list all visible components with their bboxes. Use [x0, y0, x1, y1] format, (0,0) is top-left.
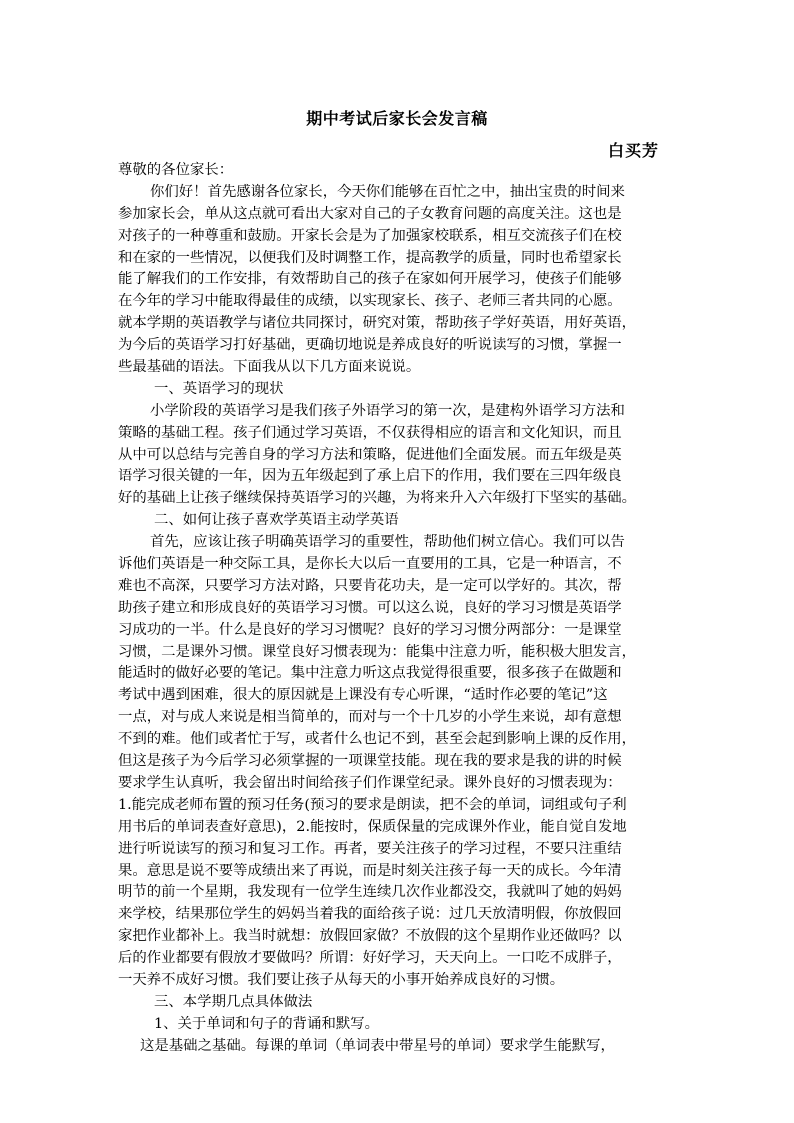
text-line: 二、如何让孩子喜欢学英语主动学英语 — [154, 512, 399, 529]
text-line: 好的基础上让孩子继续保持英语学习的兴趣，为将来升入六年级打下坚实的基础。 — [118, 490, 637, 507]
text-line: 习成功的一半。什么是良好的学习习惯呢？良好的学习习惯分两部分：一是课堂 — [118, 621, 622, 638]
text-line: 尊敬的各位家长： — [118, 162, 234, 178]
text-line: 你们好！首先感谢各位家长，今天你们能够在百忙之中，抽出宝贵的时间来 — [150, 183, 625, 200]
text-line: 诉他们英语是一种交际工具，是你长大以后一直要用的工具，它是一种语言，不 — [118, 556, 622, 573]
text-line: 1、关于单词和句子的背诵和默写。 — [154, 1015, 380, 1032]
text-line: 但这是孩子为今后学习必须掌握的一项课堂技能。现在我的要求是我的讲的时候 — [118, 753, 622, 770]
text-line: 小学阶段的英语学习是我们孩子外语学习的第一次，是建构外语学习方法和 — [150, 402, 625, 419]
text-line: 不到的难。他们或者忙于写，或者什么也记不到，甚至会起到影响上课的反作用， — [118, 731, 637, 748]
text-line: 策略的基础工程。孩子们通过学习英语，不仅获得相应的语言和文化知识，而且 — [118, 424, 622, 441]
text-line: 在今年的学习中能取得最佳的成绩，以实现家长、孩子、老师三者共同的心愿。 — [118, 293, 622, 310]
author-name: 白买芳 — [608, 141, 660, 160]
text-line: 一、英语学习的现状 — [154, 380, 284, 397]
text-line: 从中可以总结与完善自身的学习方法和策略，促进他们全面发展。而五年级是英 — [118, 446, 622, 463]
text-line: 难也不高深，只要学习方法对路，只要肯花功夫，是一定可以学好的。其次，帮 — [118, 577, 622, 594]
document-body — [118, 160, 688, 1058]
text-line: 和在家的一些情况，以便我们及时调整工作，提高教学的质量，同时也希望家长 — [118, 249, 622, 266]
text-line: 助孩子建立和形成良好的英语学习习惯。可以这么说，良好的学习习惯是英语学 — [118, 599, 622, 616]
text-line: 家把作业都补上。我当时就想：放假回家做？不放假的这个星期作业还做吗？以 — [118, 928, 622, 945]
text-line: 三、本学期几点具体做法 — [154, 993, 313, 1010]
text-line: 明节的前一个星期，我发现有一位学生连续几次作业都没交，我就叫了她的妈妈 — [118, 884, 622, 901]
text-line: 这是基础之基础。每课的单词（单词表中带星号的单词）要求学生能默写， — [140, 1037, 615, 1054]
document-title: 期中考试后家长会发言稿 — [306, 109, 488, 128]
text-line: 果。意思是说不要等成绩出来了再说，而是时刻关注孩子每一天的成长。今年清 — [118, 862, 622, 879]
text-line: 参加家长会，单从这点就可看出大家对自己的子女教育问题的高度关注。这也是 — [118, 205, 622, 222]
text-line: 语学习很关键的一年，因为五年级起到了承上启下的作用，我们要在三四年级良 — [118, 468, 622, 485]
text-line: 后的作业都要有假放才要做吗？所谓：好好学习，天天向上。一口吃不成胖子， — [118, 950, 622, 967]
text-line: 就本学期的英语教学与诸位共同探讨，研究对策，帮助孩子学好英语，用好英语， — [118, 315, 637, 332]
text-line: 1.能完成老师布置的预习任务(预习的要求是朗读，把不会的单词，词组或句子利 — [118, 796, 627, 813]
text-line: 习惯，二是课外习惯。课堂良好习惯表现为：能集中注意力听，能积极大胆发言， — [118, 643, 637, 660]
text-line: 要求学生认真听，我会留出时间给孩子们作课堂纪录。课外良好的习惯表现为： — [118, 774, 622, 791]
text-line: 进行听说读写的预习和复习工作。再者，要关注孩子的学习过程，不要只注重结 — [118, 840, 622, 857]
text-line: 能适时的做好必要的笔记。集中注意力听这点我觉得很重要，很多孩子在做题和 — [118, 665, 622, 682]
text-line: 对孩子的一种尊重和鼓励。开家长会是为了加强家校联系，相互交流孩子们在校 — [118, 227, 622, 244]
text-line: 首先，应该让孩子明确英语学习的重要性，帮助他们树立信心。我们可以告 — [150, 534, 625, 551]
text-line: 考试中遇到困难，很大的原因就是上课没有专心听课，“适时作必要的笔记”这 — [118, 687, 608, 704]
text-line: 用书后的单词表查好意思)，2.能按时，保质保量的完成课外作业，能自觉自发地 — [118, 818, 627, 835]
text-line: 为今后的英语学习打好基础，更确切地说是养成良好的听说读写的习惯，掌握一 — [118, 337, 622, 354]
text-line: 些最基础的语法。下面我从以下几方面来说说。 — [118, 359, 421, 376]
text-line: 一点，对与成人来说是相当简单的，而对与一个十几岁的小学生来说，却有意想 — [118, 709, 622, 726]
text-line: 来学校，结果那位学生的妈妈当着我的面给孩子说：过几天放清明假，你放假回 — [118, 906, 622, 923]
text-line: 能了解我们的工作安排，有效帮助自己的孩子在家如何开展学习，使孩子们能够 — [118, 271, 622, 288]
text-line: 一天养不成好习惯。我们要让孩子从每天的小事开始养成良好的习惯。 — [118, 971, 565, 988]
